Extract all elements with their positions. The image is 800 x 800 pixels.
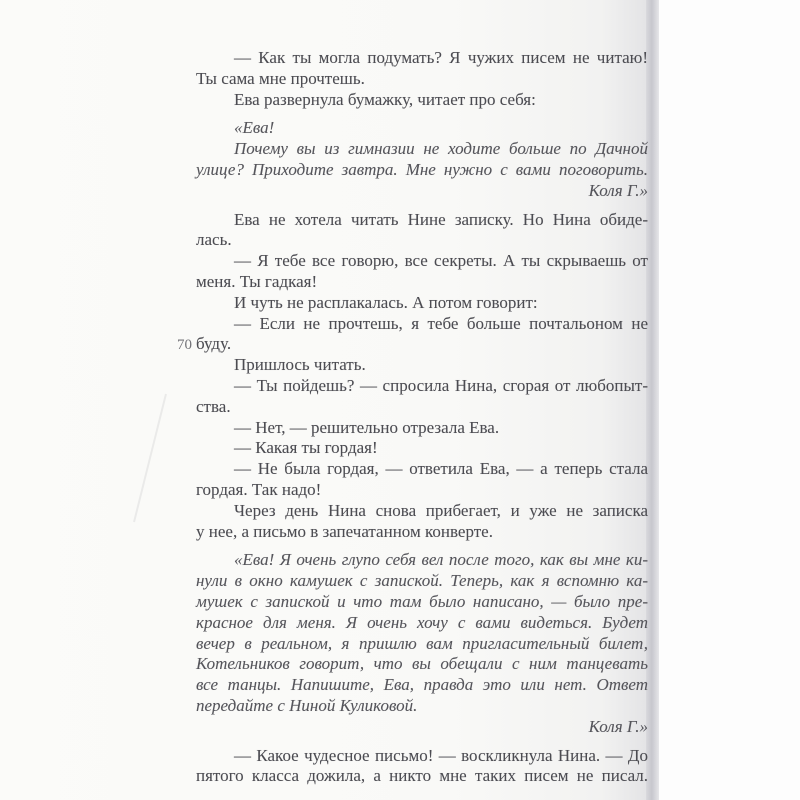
text-line: улице? Приходите завтра. Мне нужно с вами поговорить. [196, 159, 648, 179]
text-line: — Как ты могла подумать? Я чужих писем не читаю! [234, 48, 648, 67]
text-line: — Я тебе все говорю, все секреты. А ты скрываешь от [234, 251, 648, 271]
text-line: Ева не хотела читать Нине записку. Но Нина обиде- [234, 209, 648, 229]
text-line: «Ева! [234, 118, 275, 138]
text-column [196, 48, 648, 787]
text-line: меня. Ты гадкая! [196, 271, 318, 291]
narrative-block-2 [196, 210, 648, 543]
letter-signature: Коля Г.» [588, 716, 648, 736]
text-line: Котельников говорит, что вы обещали с ним танцевать [196, 654, 648, 674]
text-line: гордая. Так надо! [196, 479, 322, 499]
narrative-block-3 [196, 746, 648, 788]
narrative-block-1 [196, 48, 648, 110]
text-line: Пришлось читать. [234, 355, 366, 375]
text-line: — Не была гордая, — ответила Ева, — а теперь стала [234, 459, 648, 479]
text-line: у нее, а письмо в запечатанном конверте. [196, 521, 493, 541]
letter-signature: Коля Г.» [588, 180, 648, 200]
letter-note-2 [196, 550, 648, 737]
text-line: все танцы. Напишите, Ева, правда это или нет. Ответ [196, 675, 648, 695]
text-line: Ты сама мне прочтешь. [196, 68, 365, 88]
text-line: красное для меня. Я очень хочу с вами видеться. Будет [196, 612, 648, 632]
text-line: «Ева! Я очень глупо себя вел после того, как вы мне ки- [234, 550, 648, 570]
text-line: — Какое чудесное письмо! — воскликнула Нина. — До [234, 745, 648, 765]
page-number: 70 [177, 337, 192, 353]
text-line: И чуть не расплакалась. А потом говорит: [234, 292, 538, 312]
text-line: передайте с Ниной Куликовой. [196, 695, 418, 715]
text-line: буду. [196, 334, 232, 354]
text-line: лась. [196, 230, 232, 250]
letter-note-1 [196, 118, 648, 201]
text-line: ства. [196, 396, 231, 416]
text-line: нули в окно камушек с запиской. Теперь, как я вспомню ка- [196, 571, 648, 591]
text-line: Ева развернула бумажку, читает про себя: [234, 89, 536, 109]
text-line: Почему вы из гимназии не ходите больше по Дачной [234, 139, 648, 159]
text-line: — Нет, — решительно отрезала Ева. [234, 417, 500, 437]
text-line: мушек с запиской и что там было написано, — было пре- [196, 591, 648, 611]
text-line: — Какая ты гордая! [234, 438, 378, 458]
text-line: — Ты пойдешь? — спросила Нина, сгорая от любопыт- [234, 375, 648, 395]
text-line: вечер в реальном, я пришлю вам пригласительный билет, [196, 633, 648, 653]
text-line: пятого класса дожила, а никто мне таких писем не писал. [196, 766, 648, 786]
text-line: Через день Нина снова прибегает, и уже не записка [234, 500, 648, 520]
text-line: — Если не прочтешь, я тебе больше почтальоном не [234, 313, 648, 333]
